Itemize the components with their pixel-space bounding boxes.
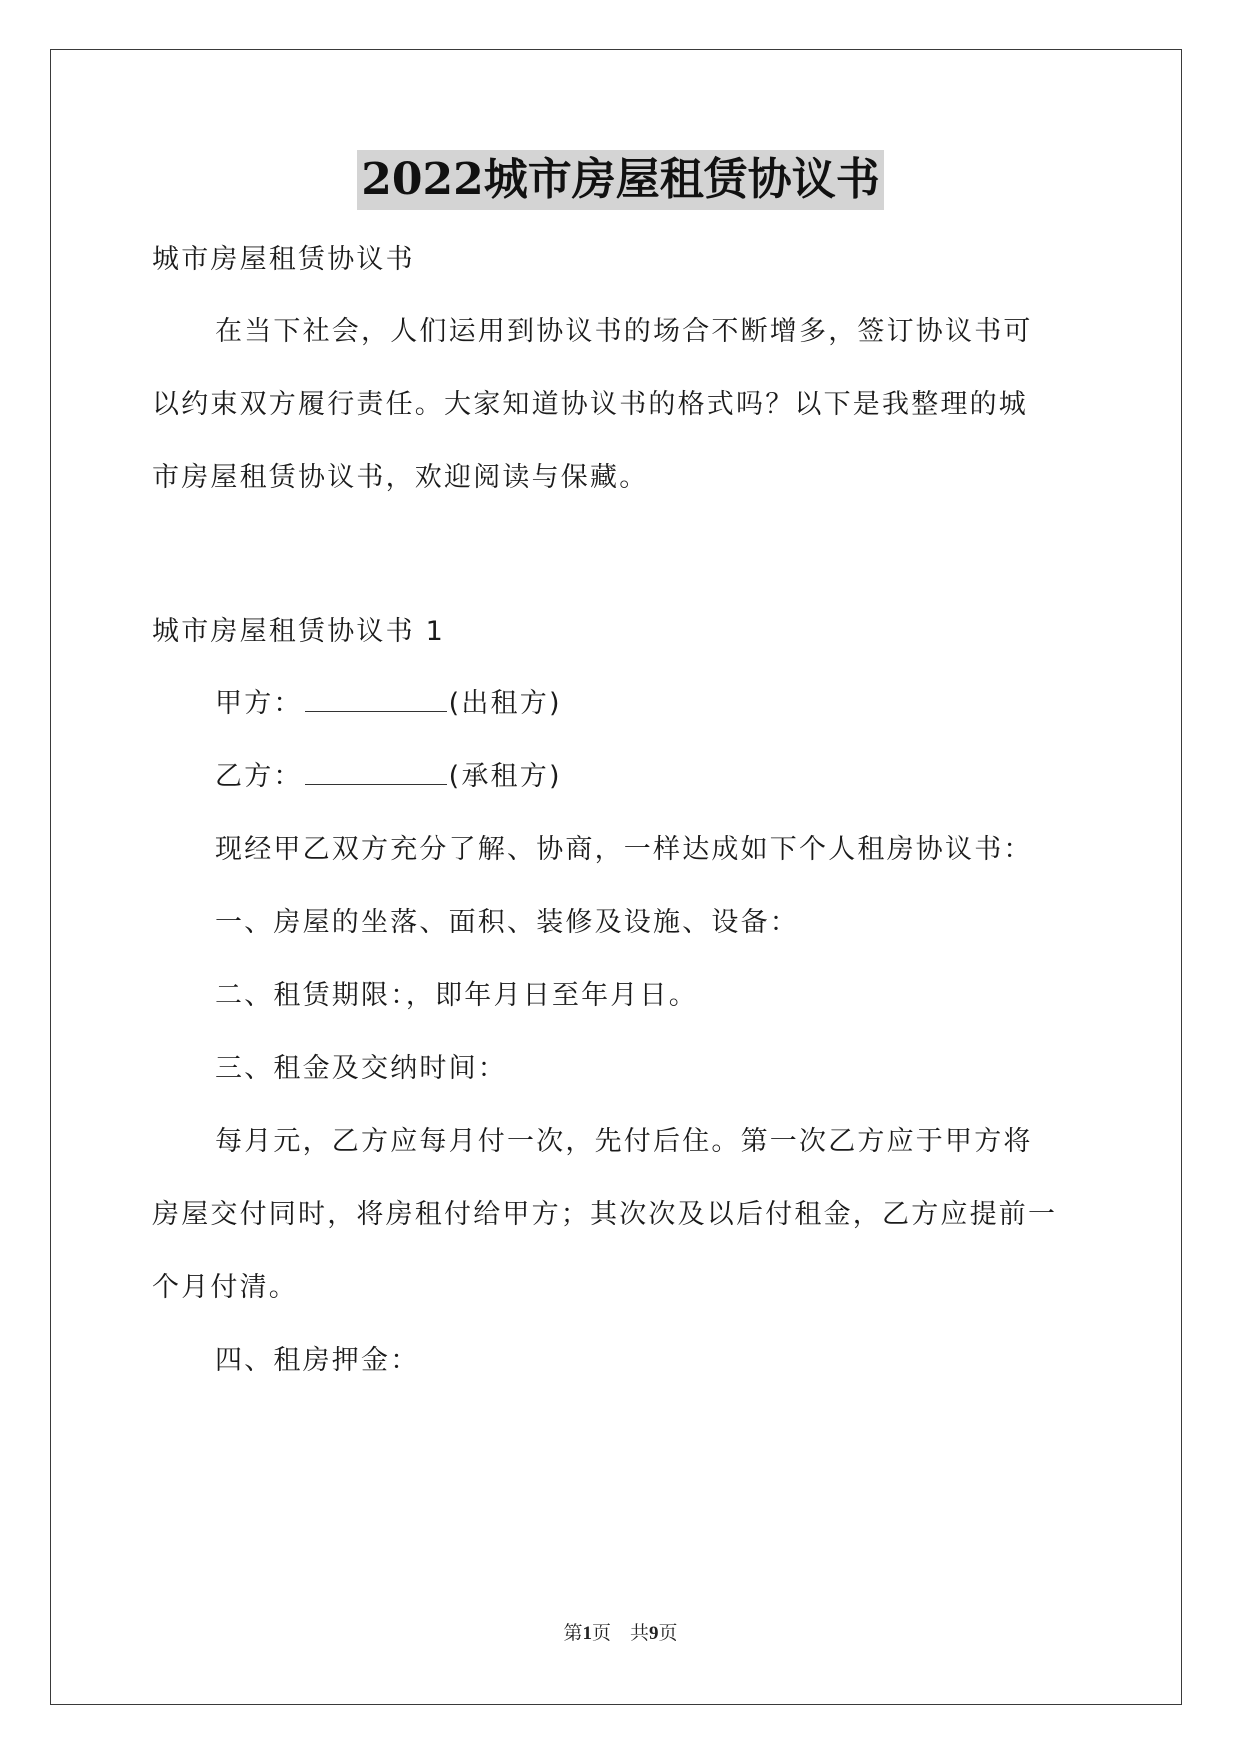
rent-line-1: 每月元，乙方应每月付一次，先付后住。第一次乙方应于甲方将 <box>215 1126 1033 1157</box>
intro-line-1: 在当下社会，人们运用到协议书的场合不断增多，签订协议书可 <box>215 316 1033 347</box>
section-title: 城市房屋租赁协议书 1 <box>152 616 445 647</box>
party-a-blank <box>305 685 447 712</box>
title-wrapper <box>0 150 1241 210</box>
intro-line-3: 市房屋租赁协议书，欢迎阅读与保藏。 <box>152 462 649 493</box>
footer-mid: 页 共 <box>591 1622 649 1644</box>
page-border <box>50 49 1182 1705</box>
intro-line-2: 以约束双方履行责任。大家知道协议书的格式吗？以下是我整理的城 <box>152 389 1028 420</box>
party-b-label: 乙方： <box>215 761 303 792</box>
party-a-role: (出租方) <box>448 688 562 719</box>
party-a-label: 甲方： <box>215 688 303 719</box>
party-b-line <box>215 757 562 797</box>
rent-line-3: 个月付清。 <box>152 1272 298 1303</box>
rent-line-2: 房屋交付同时，将房租付给甲方；其次次及以后付租金，乙方应提前一 <box>152 1199 1058 1230</box>
footer-current-page: 1 <box>582 1623 592 1644</box>
footer-suffix: 页 <box>658 1622 678 1644</box>
party-a-line <box>215 684 562 724</box>
party-b-role: (承租方) <box>448 761 562 792</box>
doc-heading: 城市房屋租赁协议书 <box>152 244 415 275</box>
page-footer <box>0 1618 1241 1645</box>
clause-1: 一、房屋的坐落、面积、装修及设施、设备： <box>215 907 799 938</box>
document-title: 2022城市房屋租赁协议书 <box>357 150 883 210</box>
footer-prefix: 第 <box>563 1622 583 1644</box>
paragraph-agreement: 现经甲乙双方充分了解、协商，一样达成如下个人租房协议书： <box>215 834 1033 865</box>
clause-3: 三、租金及交纳时间： <box>215 1053 507 1084</box>
clause-4: 四、租房押金： <box>215 1345 420 1376</box>
footer-total-pages: 9 <box>649 1623 659 1644</box>
party-b-blank <box>305 758 447 785</box>
clause-2: 二、租赁期限：，即年月日至年月日。 <box>215 980 698 1011</box>
